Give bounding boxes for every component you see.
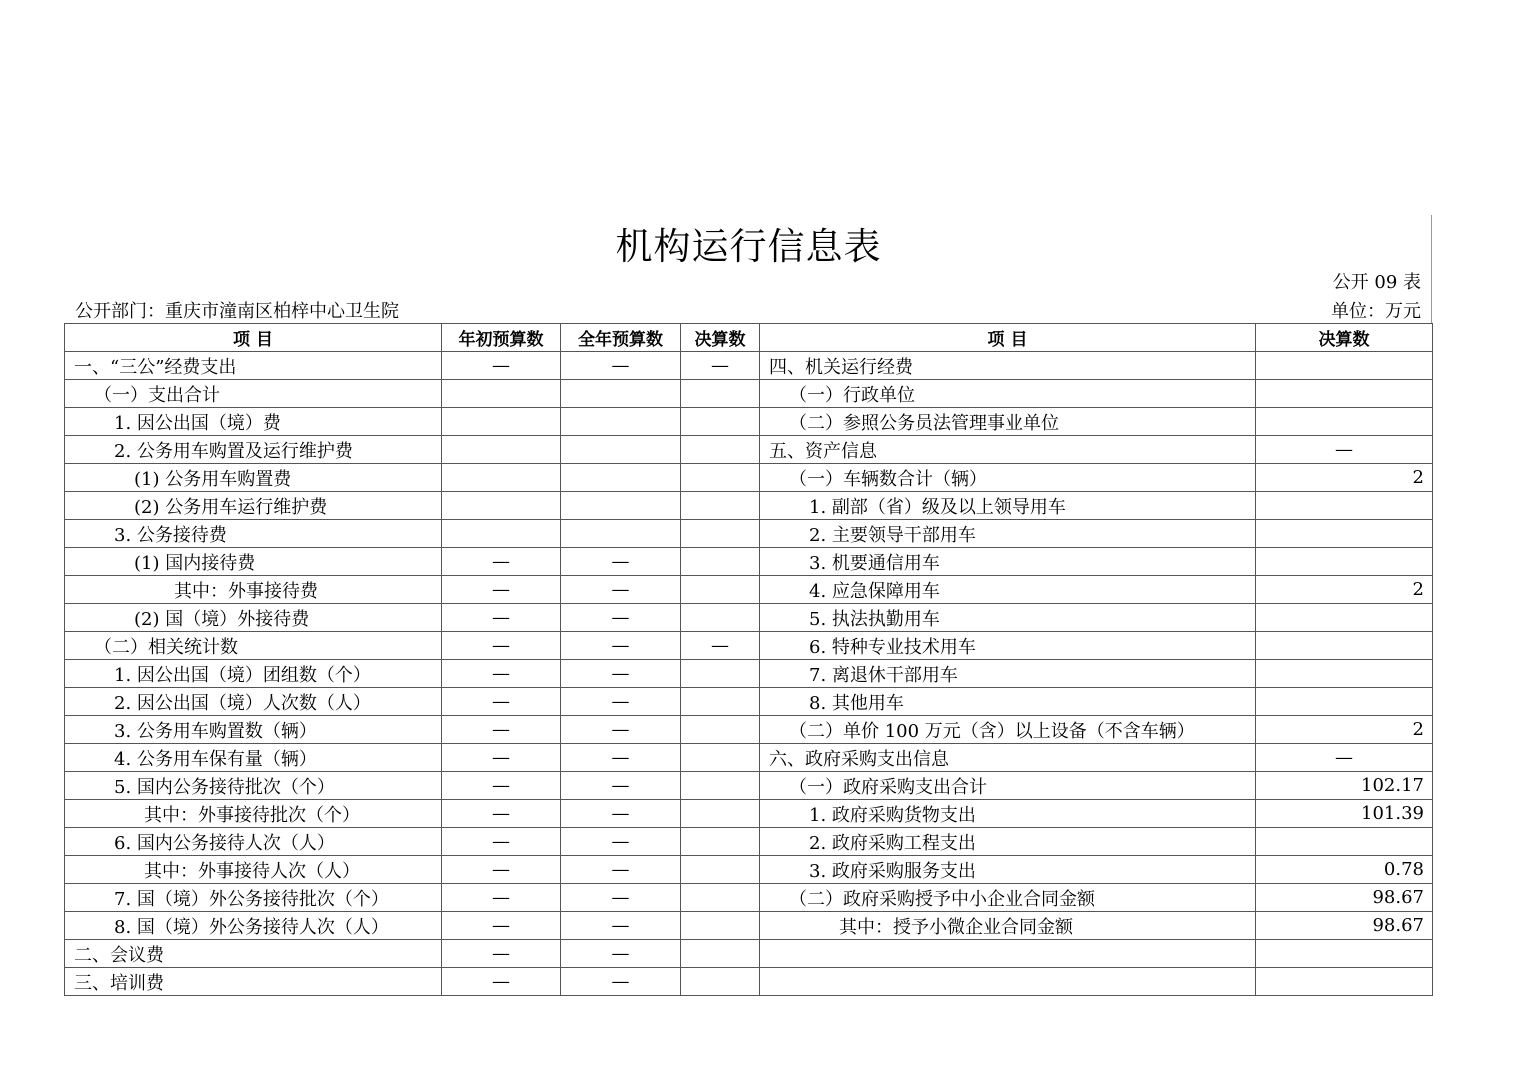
table-row <box>65 660 1433 688</box>
final-right <box>1256 604 1433 632</box>
right-item <box>760 940 1256 968</box>
final-right <box>1256 520 1433 548</box>
final-right <box>1256 828 1433 856</box>
final-right <box>1256 408 1433 436</box>
table-row <box>65 492 1433 520</box>
table-row <box>65 716 1433 744</box>
table-row <box>65 940 1433 968</box>
annual-budget: — <box>561 744 681 772</box>
left-item: 三、培训费 <box>65 968 442 996</box>
left-item: (2) 国（境）外接待费 <box>65 604 442 632</box>
initial-budget: — <box>442 660 561 688</box>
final-left <box>681 772 760 800</box>
left-item: 二、会议费 <box>65 940 442 968</box>
table-row <box>65 828 1433 856</box>
annual-budget: — <box>561 800 681 828</box>
annual-budget <box>561 380 681 408</box>
table-row <box>65 464 1433 492</box>
final-left <box>681 576 760 604</box>
unit-label: 单位：万元 <box>1331 301 1421 322</box>
table-row <box>65 912 1433 940</box>
final-left <box>681 436 760 464</box>
left-item: (1) 国内接待费 <box>65 548 442 576</box>
initial-budget: — <box>442 800 561 828</box>
annual-budget: — <box>561 548 681 576</box>
right-item: 五、资产信息 <box>760 436 1256 464</box>
initial-budget <box>442 492 561 520</box>
right-item: 3. 机要通信用车 <box>760 548 1256 576</box>
final-left: — <box>681 352 760 380</box>
initial-budget: — <box>442 884 561 912</box>
final-left <box>681 884 760 912</box>
final-right: 2 <box>1256 576 1433 604</box>
left-item: 3. 公务接待费 <box>65 520 442 548</box>
final-right: 0.78 <box>1256 856 1433 884</box>
final-right: 101.39 <box>1256 800 1433 828</box>
header-initial-budget: 年初预算数 <box>442 324 561 352</box>
table-row <box>65 800 1433 828</box>
table-row <box>65 772 1433 800</box>
final-right <box>1256 492 1433 520</box>
right-item: （一）行政单位 <box>760 380 1256 408</box>
page-title: 机构运行信息表 <box>615 225 882 268</box>
initial-budget: — <box>442 632 561 660</box>
right-item: 2. 政府采购工程支出 <box>760 828 1256 856</box>
initial-budget <box>442 408 561 436</box>
initial-budget: — <box>442 856 561 884</box>
initial-budget: — <box>442 772 561 800</box>
initial-budget: — <box>442 968 561 996</box>
final-left <box>681 604 760 632</box>
header-right-item: 项 目 <box>760 324 1256 352</box>
final-left <box>681 492 760 520</box>
table-row <box>65 884 1433 912</box>
annual-budget: — <box>561 688 681 716</box>
final-left <box>681 940 760 968</box>
header-left-item: 项 目 <box>65 324 442 352</box>
initial-budget <box>442 464 561 492</box>
final-right <box>1256 352 1433 380</box>
final-left <box>681 968 760 996</box>
left-item: 1. 因公出国（境）费 <box>65 408 442 436</box>
right-item: 六、政府采购支出信息 <box>760 744 1256 772</box>
right-item: 7. 离退休干部用车 <box>760 660 1256 688</box>
initial-budget: — <box>442 716 561 744</box>
header-final-right: 决算数 <box>1256 324 1433 352</box>
left-item: 5. 国内公务接待批次（个） <box>65 772 442 800</box>
right-item: 1. 政府采购货物支出 <box>760 800 1256 828</box>
final-right <box>1256 380 1433 408</box>
initial-budget <box>442 436 561 464</box>
left-item: 8. 国（境）外公务接待人次（人） <box>65 912 442 940</box>
table-row <box>65 632 1433 660</box>
annual-budget: — <box>561 828 681 856</box>
final-left <box>681 800 760 828</box>
left-item: 其中：外事接待费 <box>65 576 442 604</box>
final-right: 98.67 <box>1256 912 1433 940</box>
initial-budget: — <box>442 688 561 716</box>
left-item: 3. 公务用车购置数（辆） <box>65 716 442 744</box>
right-item: （一）政府采购支出合计 <box>760 772 1256 800</box>
annual-budget: — <box>561 660 681 688</box>
table-row <box>65 744 1433 772</box>
initial-budget: — <box>442 576 561 604</box>
right-item <box>760 968 1256 996</box>
left-item: 2. 因公出国（境）人次数（人） <box>65 688 442 716</box>
left-item: (2) 公务用车运行维护费 <box>65 492 442 520</box>
table-row <box>65 352 1433 380</box>
table-row <box>65 968 1433 996</box>
left-item: 一、“三公”经费支出 <box>65 352 442 380</box>
left-item: （二）相关统计数 <box>65 632 442 660</box>
table-row <box>65 688 1433 716</box>
table-row <box>65 548 1433 576</box>
annual-budget: — <box>561 912 681 940</box>
right-item: 8. 其他用车 <box>760 688 1256 716</box>
annual-budget: — <box>561 772 681 800</box>
final-left <box>681 688 760 716</box>
final-left <box>681 716 760 744</box>
initial-budget: — <box>442 744 561 772</box>
left-item: 7. 国（境）外公务接待批次（个） <box>65 884 442 912</box>
final-right <box>1256 632 1433 660</box>
initial-budget <box>442 380 561 408</box>
annual-budget: — <box>561 856 681 884</box>
final-left <box>681 380 760 408</box>
right-item: （二）单价 100 万元（含）以上设备（不含车辆） <box>760 716 1256 744</box>
final-left <box>681 828 760 856</box>
final-left <box>681 744 760 772</box>
initial-budget: — <box>442 604 561 632</box>
right-item: 其中：授予小微企业合同金额 <box>760 912 1256 940</box>
left-item: 2. 公务用车购置及运行维护费 <box>65 436 442 464</box>
final-left <box>681 856 760 884</box>
final-left <box>681 464 760 492</box>
left-item: 其中：外事接待人次（人） <box>65 856 442 884</box>
header-final-left: 决算数 <box>681 324 760 352</box>
right-item: （二）参照公务员法管理事业单位 <box>760 408 1256 436</box>
annual-budget <box>561 436 681 464</box>
initial-budget: — <box>442 940 561 968</box>
right-item: （一）车辆数合计（辆） <box>760 464 1256 492</box>
right-item: 6. 特种专业技术用车 <box>760 632 1256 660</box>
right-item: 5. 执法执勤用车 <box>760 604 1256 632</box>
left-item: 4. 公务用车保有量（辆） <box>65 744 442 772</box>
final-right: 102.17 <box>1256 772 1433 800</box>
final-left <box>681 520 760 548</box>
initial-budget: — <box>442 548 561 576</box>
table-row <box>65 380 1433 408</box>
right-item: 2. 主要领导干部用车 <box>760 520 1256 548</box>
final-right: 2 <box>1256 716 1433 744</box>
final-right <box>1256 548 1433 576</box>
department-label: 公开部门：重庆市潼南区柏梓中心卫生院 <box>75 301 399 322</box>
final-left <box>681 408 760 436</box>
table-row <box>65 856 1433 884</box>
annual-budget <box>561 520 681 548</box>
annual-budget: — <box>561 884 681 912</box>
annual-budget <box>561 492 681 520</box>
table-row <box>65 436 1433 464</box>
right-item: 1. 副部（省）级及以上领导用车 <box>760 492 1256 520</box>
final-left <box>681 912 760 940</box>
final-right <box>1256 688 1433 716</box>
right-item: 四、机关运行经费 <box>760 352 1256 380</box>
right-item: （二）政府采购授予中小企业合同金额 <box>760 884 1256 912</box>
annual-budget <box>561 408 681 436</box>
left-item: 其中：外事接待批次（个） <box>65 800 442 828</box>
annual-budget: — <box>561 352 681 380</box>
final-right: 98.67 <box>1256 884 1433 912</box>
annual-budget: — <box>561 604 681 632</box>
initial-budget: — <box>442 828 561 856</box>
left-item: （一）支出合计 <box>65 380 442 408</box>
final-left: — <box>681 632 760 660</box>
final-right <box>1256 660 1433 688</box>
final-right <box>1256 968 1433 996</box>
form-number: 公开 09 表 <box>1332 272 1421 293</box>
annual-budget: — <box>561 716 681 744</box>
annual-budget: — <box>561 632 681 660</box>
annual-budget <box>561 464 681 492</box>
right-item: 4. 应急保障用车 <box>760 576 1256 604</box>
annual-budget: — <box>561 940 681 968</box>
initial-budget: — <box>442 912 561 940</box>
annual-budget: — <box>561 968 681 996</box>
left-item: 6. 国内公务接待人次（人） <box>65 828 442 856</box>
final-right: — <box>1256 744 1433 772</box>
table-header-row <box>65 324 1433 352</box>
final-left <box>681 548 760 576</box>
left-item: 1. 因公出国（境）团组数（个） <box>65 660 442 688</box>
final-right: 2 <box>1256 464 1433 492</box>
final-left <box>681 660 760 688</box>
initial-budget: — <box>442 352 561 380</box>
left-item: (1) 公务用车购置费 <box>65 464 442 492</box>
header-annual-budget: 全年预算数 <box>561 324 681 352</box>
final-right <box>1256 940 1433 968</box>
final-right: — <box>1256 436 1433 464</box>
initial-budget <box>442 520 561 548</box>
table-row <box>65 408 1433 436</box>
right-item: 3. 政府采购服务支出 <box>760 856 1256 884</box>
table-row <box>65 520 1433 548</box>
annual-budget: — <box>561 576 681 604</box>
table-row <box>65 604 1433 632</box>
info-table <box>64 323 1433 996</box>
table-row <box>65 576 1433 604</box>
